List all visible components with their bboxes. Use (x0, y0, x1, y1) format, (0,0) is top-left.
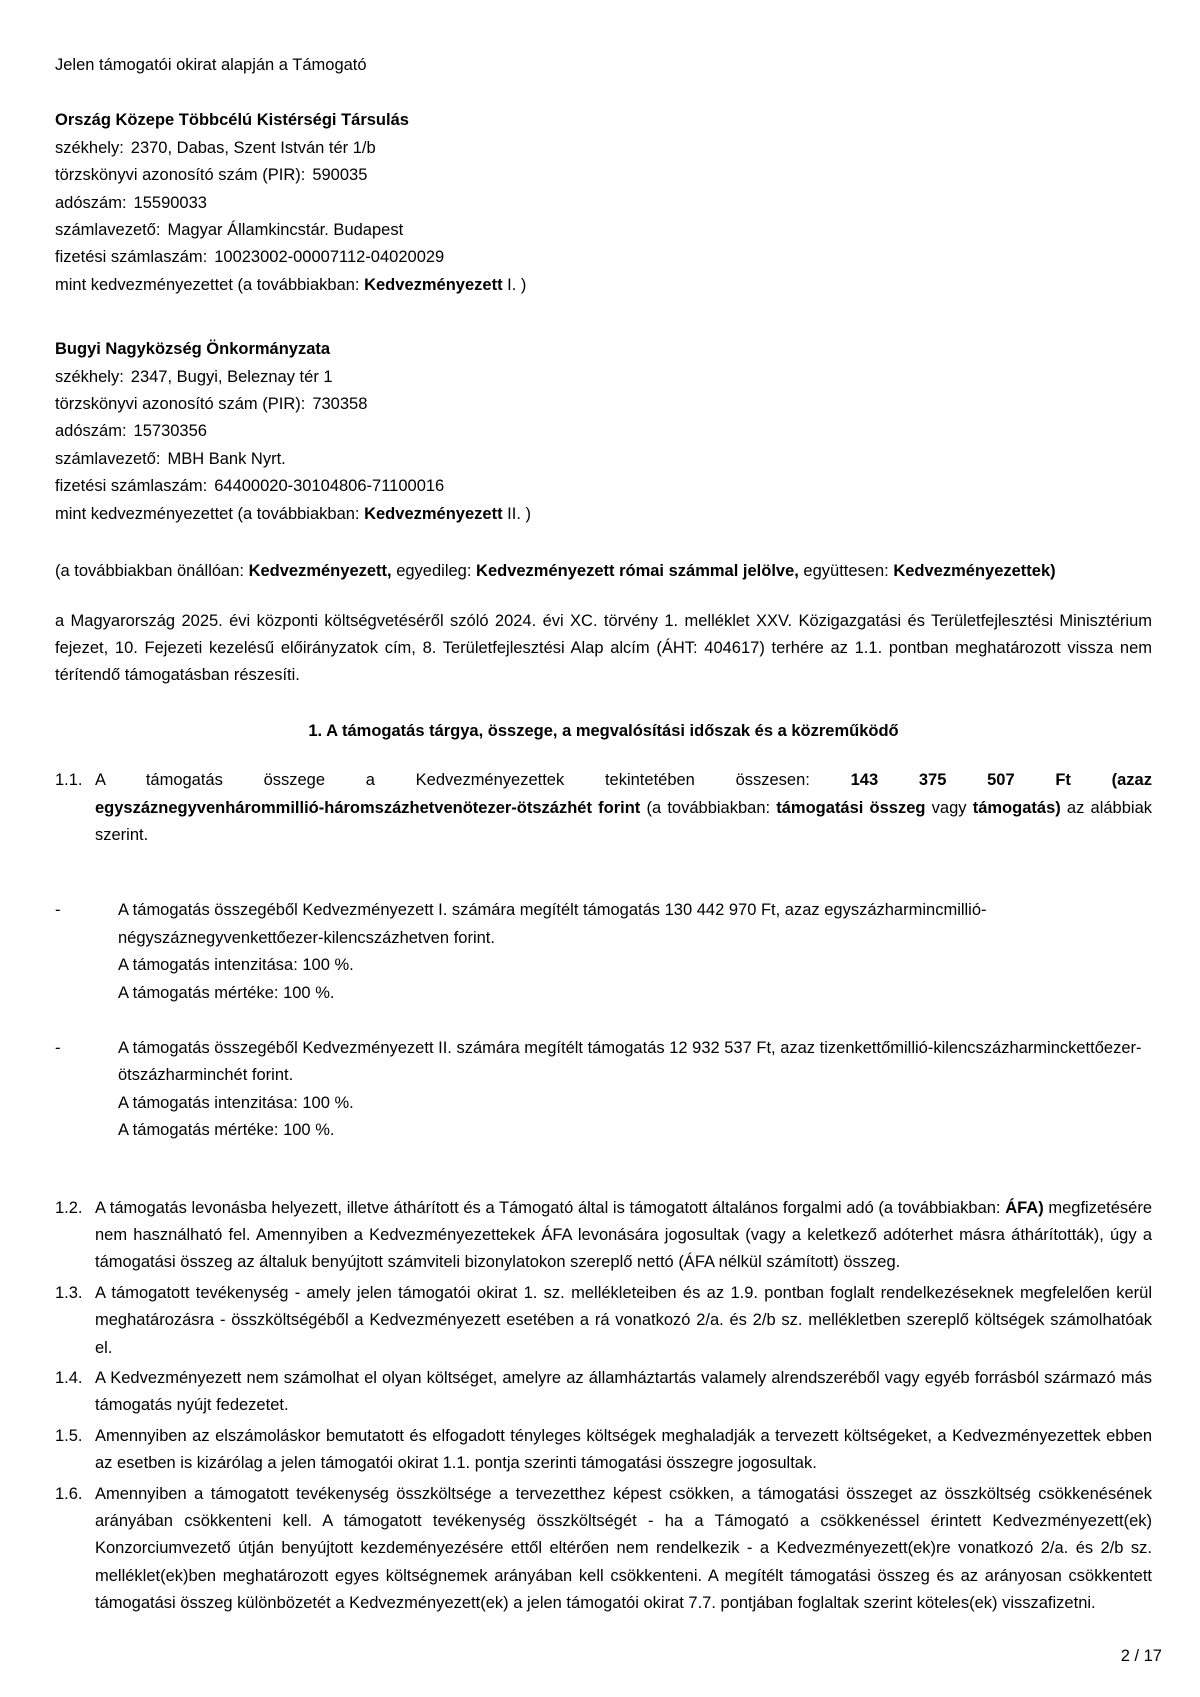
clause-1-2 (55, 1195, 1152, 1277)
clause-number: 1.5. (55, 1426, 83, 1445)
field-label: adószám: (55, 193, 127, 212)
allocation-text: A támogatás összegéből Kedvezményezett II. számára megítélt támogatás 12 932 537 Ft, azaz tizenkettőmillió-kilencszázharminckettőezer-ötszázharminchét forint. (118, 1038, 1142, 1085)
beneficiary-block-1 (55, 107, 1152, 299)
role-line: mint kedvezményezettet (a továbbiakban: Kedvezményezett I. ) (55, 275, 527, 294)
role-line: mint kedvezményezettet (a továbbiakban: Kedvezményezett II. ) (55, 504, 531, 523)
clause-text: Amennyiben az elszámoláskor bemutatott és elfogadott tényleges költségek meghaladják a tervezett költségeket, a Kedvezményezettek ebben az esetben is kizárólag a jelen támogatói okirat 1.1. pontja szerinti támogatási összegre jogosultak. (95, 1426, 1152, 1473)
clause-number: 1.1. (55, 771, 83, 790)
clause-1-6 (55, 1481, 1152, 1618)
clause-1-5 (55, 1423, 1152, 1478)
field-row (55, 473, 1152, 500)
allocation-item-1 (55, 897, 1152, 1007)
field-row (55, 190, 1152, 217)
clause-list (55, 1195, 1152, 1618)
beneficiary-name: Bugyi Nagyközség Önkormányzata (55, 340, 331, 359)
clause-number: 1.4. (55, 1369, 83, 1388)
field-row (55, 217, 1152, 244)
field-value: 10023002-00007112-04020029 (214, 248, 445, 267)
clause-text: A támogatott tevékenység - amely jelen támogatói okirat 1. sz. mellékleteiben és az 1.9. pontban foglalt rendelkezéseknek megfelelően kerül meghatározásra - összköltségéből a Kedvezményezett esetében a rá vonatkozó 2/a. és 2/b sz. mellékletben szereplő költségek számolhatóak el. (95, 1283, 1152, 1357)
clause-number: 1.3. (55, 1283, 83, 1302)
funding-source-paragraph: a Magyarország 2025. évi központi költségvetéséről szóló 2024. évi XC. törvény 1. melléklet XXV. Közigazgatási és Területfejlesztési Minisztérium fejezet, 10. Fejezeti kezelésű előirányzatok cím, 8. Területfejlesztési Alap alcím (ÁHT: 404617) terhére az 1.1. pontban meghatározott vissza nem térítendő támogatásban részesíti. (55, 611, 1152, 685)
parties-collective-line: (a továbbiakban önállóan: Kedvezményezett, egyedileg: Kedvezményezett római számmal jelölve, együttesen: Kedvezményezettek) (55, 562, 1056, 581)
field-label: fizetési számlaszám: (55, 477, 208, 496)
section-1-heading: 1. A támogatás tárgya, összege, a megvalósítási időszak és a közreműködő (308, 721, 899, 740)
field-row (55, 418, 1152, 445)
field-label: székhely: (55, 367, 124, 386)
clause-number: 1.2. (55, 1198, 83, 1217)
field-label: számlavezető: (55, 221, 161, 240)
allocation-item-2 (55, 1035, 1152, 1145)
clause-number: 1.6. (55, 1484, 83, 1503)
field-value: 15590033 (133, 193, 207, 212)
field-label: adószám: (55, 422, 127, 441)
page-number: 2 / 17 (1120, 1647, 1162, 1665)
dash-marker: - (55, 901, 61, 920)
field-row (55, 135, 1152, 162)
field-value: 590035 (312, 166, 368, 185)
field-value: 2347, Bugyi, Beleznay tér 1 (130, 367, 333, 386)
beneficiary-name: Ország Közepe Többcélú Kistérségi Társulás (55, 111, 409, 130)
intensity-line: A támogatás intenzitása: 100 %. (118, 1093, 354, 1112)
field-value: 2370, Dabas, Szent István tér 1/b (130, 138, 376, 157)
clause-text: Amennyiben a támogatott tevékenység összköltsége a tervezetthez képest csökken, a támogatási összeget az összköltség csökkenésének arányában csökkenteni kell. A támogatott tevékenység összköltségét - ha a Támogató a csökkenéssel érintett Kedvezményezett(ek) Konzorciumvezető útján benyújtott kezdeményezésére ettől eltérően nem rendelkezik - a Kedvezményezett(ek)re vonatkozó 2/a. és 2/b sz. melléklet(ek)ben meghatározott egyes költségnemek arányában kell csökkenteni. A megítélt támogatási összeg és az arányosan csökkentett támogatási összeg különbözetét a Kedvezményezett(ek) a jelen támogatói okirat 7.7. pontjában foglaltak szerint köteles(ek) visszafizetni. (95, 1484, 1152, 1613)
extent-line: A támogatás mértéke: 100 %. (118, 983, 335, 1002)
intro-line: Jelen támogatói okirat alapján a Támogató (55, 56, 367, 74)
allocation-text: A támogatás összegéből Kedvezményezett I. számára megítélt támogatás 130 442 970 Ft, azaz egyszázharmincmillió-négyszáznegyvenkettőezer-kilencszázhetven forint. (118, 901, 987, 947)
clause-text: A támogatás levonásba helyezett, illetve áthárított és a Támogató által is támogatott általános forgalmi adó (a továbbiakban: ÁFA) megfizetésére nem használható fel. Amennyiben a Kedvezményezettekek ÁFA levonására jogosultak (vagy a keletkező adóterhet másra áthárították), úgy a támogatási összeg az általuk benyújtott számviteli bizonylatokon szereplő nettó (ÁFA nélkül számított) összeg. (95, 1198, 1152, 1272)
allocation-body (118, 1035, 1152, 1145)
field-label: számlavezető: (55, 449, 161, 468)
field-value: Magyar Államkincstár. Budapest (167, 221, 404, 240)
field-row (55, 244, 1152, 271)
field-value: 64400020-30104806-71100016 (214, 477, 445, 496)
field-label: törzskönyvi azonosító szám (PIR): (55, 166, 306, 185)
field-value: 15730356 (133, 422, 207, 441)
clause-1-4 (55, 1365, 1152, 1420)
field-label: törzskönyvi azonosító szám (PIR): (55, 395, 306, 414)
clause-text: A Kedvezményezett nem számolhat el olyan költséget, amelyre az államháztartás valamely alrendszeréből vagy egyéb forrásból származó más támogatás nyújt fedezetet. (95, 1369, 1152, 1415)
field-row (55, 446, 1152, 473)
field-value: MBH Bank Nyrt. (167, 449, 286, 468)
clause-1-1 (55, 767, 1152, 849)
field-label: székhely: (55, 138, 124, 157)
field-row (55, 162, 1152, 189)
extent-line: A támogatás mértéke: 100 %. (118, 1121, 335, 1140)
clause-text: A támogatás összege a Kedvezményezettek tekintetében összesen: 143 375 507 Ft (azaz egyszáznegyvenhárommillió-háromszázhetvenötezer-ötszázhét forint (a továbbiakban: támogatási összeg vagy támogatás) az alábbiak szerint. (95, 771, 1152, 844)
dash-marker: - (55, 1038, 61, 1057)
clause-1-3 (55, 1280, 1152, 1362)
allocation-body (118, 897, 1152, 1007)
intensity-line: A támogatás intenzitása: 100 %. (118, 956, 354, 975)
field-value: 730358 (312, 395, 368, 414)
field-row (55, 391, 1152, 418)
beneficiary-block-2 (55, 336, 1152, 528)
field-row (55, 364, 1152, 391)
field-label: fizetési számlaszám: (55, 248, 208, 267)
